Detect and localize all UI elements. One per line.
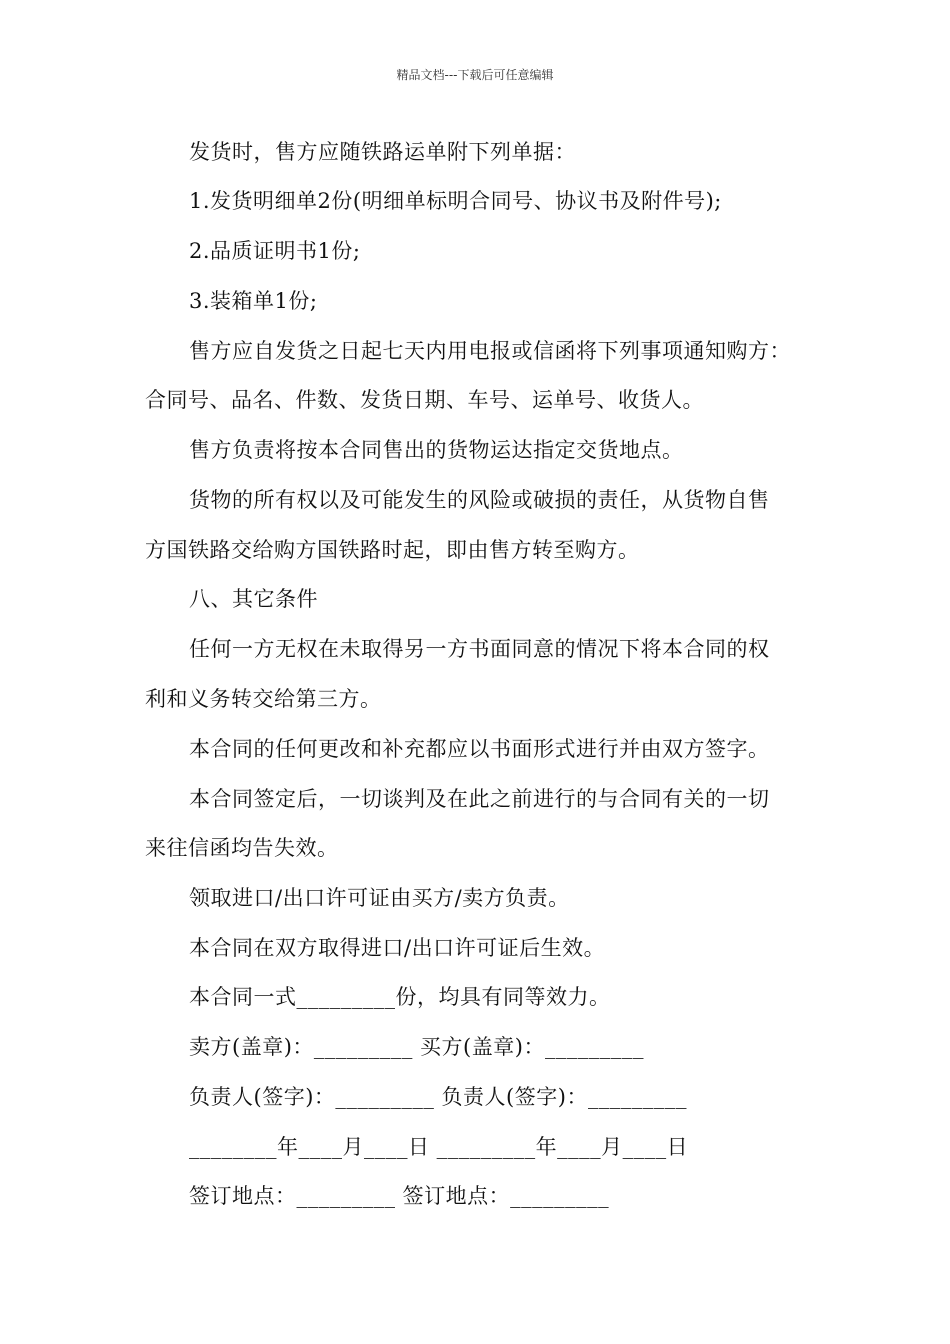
list-item-shipping-detail: 1.发货明细单2份(明细单标明合同号、协议书及附件号);: [189, 189, 722, 213]
list-item-quality-certificate: 2.品质证明书1份;: [189, 239, 361, 263]
paragraph-prior-correspondence: 本合同签定后，一切谈判及在此之前进行的与合同有关的一切: [189, 787, 770, 811]
paragraph-notification: 售方应自发货之日起七天内用电报或信函将下列事项通知购方：: [189, 339, 791, 363]
paragraph-amendments: 本合同的任何更改和补充都应以书面形式进行并由双方签字。: [189, 737, 770, 761]
paragraph-prior-correspondence-cont: 来往信函均告失效。: [145, 836, 339, 860]
paragraph-notification-cont: 合同号、品名、件数、发货日期、车号、运单号、收货人。: [145, 388, 704, 412]
section-heading-other-conditions: 八、其它条件: [189, 587, 318, 611]
paragraph-license-responsibility: 领取进口/出口许可证由买方/卖方负责。: [189, 886, 570, 910]
paragraph-ownership: 货物的所有权以及可能发生的风险或破损的责任，从货物自售: [189, 488, 770, 512]
paragraph-transfer-rights: 任何一方无权在未取得另一方书面同意的情况下将本合同的权: [189, 637, 770, 661]
page-header: 精品文档---下载后可任意编辑: [396, 68, 554, 82]
signature-place-line: 签订地点：_________ 签订地点：_________: [189, 1184, 610, 1208]
paragraph-ownership-cont: 方国铁路交给购方国铁路时起，即由售方转至购方。: [145, 538, 640, 562]
paragraph-shipping-documents: 发货时，售方应随铁路运单附下列单据：: [189, 140, 576, 164]
signature-seal-line: 卖方(盖章)：_________ 买方(盖章)：_________: [189, 1035, 644, 1059]
signature-responsible-person-line: 负责人(签字)：_________ 负责人(签字)：_________: [189, 1085, 687, 1109]
paragraph-delivery: 售方负责将按本合同售出的货物运达指定交货地点。: [189, 438, 684, 462]
signature-date-line: ________年____月____日 _________年____月____日: [189, 1135, 689, 1159]
paragraph-effectiveness: 本合同在双方取得进口/出口许可证后生效。: [189, 936, 606, 960]
paragraph-copies: 本合同一式_________份，均具有同等效力。: [189, 985, 611, 1009]
list-item-packing-list: 3.装箱单1份;: [189, 289, 318, 313]
paragraph-transfer-rights-cont: 利和义务转交给第三方。: [145, 687, 382, 711]
